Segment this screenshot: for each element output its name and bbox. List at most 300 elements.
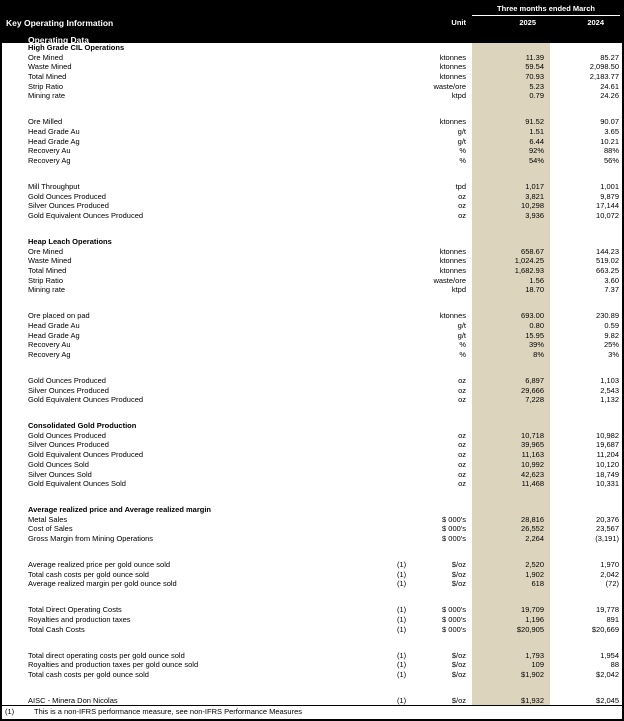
footnote-ref-cell bbox=[395, 395, 422, 405]
value-2025-cell: 10,718 bbox=[472, 431, 550, 441]
unit-cell bbox=[422, 589, 472, 605]
row-label: Gold Equivalent Ounces Produced bbox=[28, 211, 144, 220]
row-label: Gross Margin from Mining Operations bbox=[28, 534, 154, 544]
table-row bbox=[2, 615, 622, 625]
value-2025-cell bbox=[472, 634, 550, 650]
value-2024-cell bbox=[550, 166, 622, 182]
row-label: Total Direct Operating Costs bbox=[28, 605, 122, 615]
row-label: Mining rate bbox=[28, 91, 66, 101]
footnote-ref-cell bbox=[395, 101, 422, 117]
value-2025-cell bbox=[472, 505, 550, 515]
value-2025-cell: 11,163 bbox=[472, 450, 550, 460]
footnote-ref-cell: (1) bbox=[397, 624, 407, 634]
footnote-ref-cell bbox=[395, 321, 422, 331]
table-row bbox=[2, 386, 622, 396]
value-2025-cell: 8% bbox=[472, 350, 550, 360]
row-label: Total cash costs per gold ounce sold bbox=[28, 569, 149, 579]
value-2025-cell: 19,709 bbox=[472, 605, 550, 615]
column-header-row bbox=[2, 16, 622, 30]
row-label: Total Cash Costs bbox=[28, 624, 85, 634]
row-label: Silver Ounces Sold bbox=[28, 469, 92, 479]
table-row bbox=[2, 376, 622, 386]
value-2025-cell: 11.39 bbox=[472, 53, 550, 63]
value-2024-cell: 88 bbox=[610, 660, 619, 670]
footnote-ref-cell: (1) bbox=[397, 605, 407, 615]
row-label: Total cash costs per gold ounce sold bbox=[28, 669, 149, 679]
row-label: Gold Ounces Sold bbox=[28, 459, 89, 469]
row-label: Gold Equivalent Ounces Sold bbox=[28, 479, 126, 489]
spacer-row bbox=[2, 166, 622, 182]
value-2025-cell: 70.93 bbox=[472, 72, 550, 82]
value-2025-cell: 109 bbox=[472, 660, 550, 670]
value-2025-cell: 2,264 bbox=[472, 534, 550, 544]
value-2025-cell: 1,017 bbox=[472, 182, 550, 192]
unit-cell: % bbox=[459, 340, 466, 350]
value-2025-cell bbox=[472, 221, 550, 237]
value-2025-cell: 91.52 bbox=[472, 117, 550, 127]
unit-cell: $/oz bbox=[451, 569, 466, 579]
row-label: Strip Ratio bbox=[28, 81, 64, 91]
row-label: Cost of Sales bbox=[28, 524, 73, 534]
table-row bbox=[2, 321, 622, 331]
footnote-ref-cell bbox=[395, 266, 422, 276]
row-label bbox=[2, 680, 395, 696]
table-row bbox=[2, 440, 622, 450]
table-row bbox=[2, 192, 622, 202]
period-label: Three months ended March bbox=[472, 2, 620, 16]
table-row bbox=[2, 651, 622, 661]
value-2025-cell: $1,902 bbox=[472, 670, 550, 680]
footnote-ref-cell bbox=[395, 376, 422, 386]
value-2024-cell: $2,045 bbox=[596, 695, 619, 705]
unit-cell: $/oz bbox=[451, 660, 466, 670]
value-2025-cell: 1,902 bbox=[472, 570, 550, 580]
unit-cell bbox=[422, 421, 472, 431]
value-2024-cell: 85.27 bbox=[600, 52, 619, 62]
footnote-ref-cell: (1) bbox=[397, 660, 407, 670]
row-label: Average realized margin per gold ounce sold bbox=[28, 579, 177, 589]
value-2024-cell: 7.37 bbox=[604, 285, 619, 295]
footnote-ref-cell bbox=[395, 182, 422, 192]
unit-cell: ktonnes bbox=[439, 52, 466, 62]
table-row bbox=[2, 127, 622, 137]
value-2024-cell bbox=[550, 680, 622, 696]
footnote-ref-cell bbox=[395, 156, 422, 166]
value-2025-cell: 28,816 bbox=[472, 515, 550, 525]
value-2024-cell: 10,072 bbox=[596, 211, 619, 220]
value-2025-cell bbox=[472, 589, 550, 605]
value-2025-cell: 7,228 bbox=[472, 395, 550, 405]
row-label: Average realized price and Average realized margin bbox=[28, 505, 211, 515]
unit-cell: oz bbox=[458, 201, 466, 211]
value-2024-cell: 18,749 bbox=[596, 469, 619, 479]
footnote-ref-cell: (1) bbox=[397, 669, 407, 679]
value-2025-cell bbox=[472, 43, 550, 53]
unit-cell: ktonnes bbox=[439, 117, 466, 127]
value-2025-cell: 18.70 bbox=[472, 285, 550, 295]
table-row bbox=[2, 350, 622, 360]
row-label: Metal Sales bbox=[28, 514, 68, 524]
row-label: Silver Ounces Produced bbox=[28, 440, 109, 450]
unit-cell: $/oz bbox=[451, 579, 466, 589]
value-2024-cell: 3.60 bbox=[604, 275, 619, 285]
spacer-row bbox=[2, 295, 622, 311]
footnote-ref-cell bbox=[395, 247, 422, 257]
footnote-ref-cell bbox=[395, 544, 422, 560]
value-2024-cell: (72) bbox=[605, 579, 619, 589]
footnote-ref-cell bbox=[395, 331, 422, 341]
value-2025-cell: 10,298 bbox=[472, 201, 550, 211]
unit-column-header: Unit bbox=[451, 18, 466, 27]
unit-cell: ktonnes bbox=[439, 256, 466, 266]
footnote-ref-cell bbox=[395, 82, 422, 92]
unit-cell: $/oz bbox=[451, 650, 466, 660]
row-label: High Grade CIL Operations bbox=[28, 43, 125, 52]
table-body bbox=[2, 43, 622, 705]
footnote-ref-cell: (1) bbox=[397, 560, 407, 569]
unit-cell: g/t bbox=[457, 330, 466, 340]
unit-cell: oz bbox=[458, 191, 466, 201]
row-label: Gold Equivalent Ounces Produced bbox=[28, 395, 144, 405]
footnote-ref-cell bbox=[395, 201, 422, 211]
footnote-ref-cell bbox=[395, 431, 422, 441]
value-2024-cell: 1,132 bbox=[600, 395, 619, 405]
table-row bbox=[2, 211, 622, 221]
table-row bbox=[2, 156, 622, 166]
value-2025-cell: $1,932 bbox=[472, 696, 550, 706]
table-row bbox=[2, 515, 622, 525]
value-2025-cell: 5.23 bbox=[472, 82, 550, 92]
table-row bbox=[2, 256, 622, 266]
row-label: Silver Ounces Produced bbox=[28, 385, 109, 395]
unit-cell bbox=[422, 166, 472, 182]
footnote-ref-cell: (1) bbox=[397, 579, 407, 589]
value-2025-cell: 0.80 bbox=[472, 321, 550, 331]
value-2024-cell: 663.25 bbox=[596, 265, 619, 275]
unit-cell: % bbox=[459, 156, 466, 166]
unit-cell: oz bbox=[458, 211, 466, 220]
table-row bbox=[2, 395, 622, 405]
unit-cell: ktonnes bbox=[439, 265, 466, 275]
row-label: Recovery Ag bbox=[28, 349, 71, 359]
value-2025-cell bbox=[472, 101, 550, 117]
row-label: Gold Ounces Produced bbox=[28, 375, 106, 385]
value-2024-cell bbox=[550, 101, 622, 117]
value-2025-cell bbox=[472, 405, 550, 421]
footnote-ref-cell bbox=[395, 386, 422, 396]
footnote-ref-cell bbox=[395, 515, 422, 525]
row-label: Waste Mined bbox=[28, 62, 72, 72]
row-label: Total Mined bbox=[28, 72, 67, 82]
value-2025-cell: 29,666 bbox=[472, 386, 550, 396]
value-2024-cell: 19,778 bbox=[596, 605, 619, 615]
unit-cell: $/oz bbox=[451, 669, 466, 679]
value-2024-cell bbox=[550, 237, 622, 247]
unit-cell: oz bbox=[458, 459, 466, 469]
unit-cell: $ 000's bbox=[442, 624, 466, 634]
unit-cell: ktonnes bbox=[439, 62, 466, 72]
unit-cell: waste/ore bbox=[433, 275, 466, 285]
unit-cell: oz bbox=[458, 479, 466, 489]
row-label bbox=[2, 634, 395, 650]
unit-cell: ktonnes bbox=[439, 72, 466, 82]
value-2024-cell: 0.59 bbox=[604, 320, 619, 330]
value-2024-cell: 3% bbox=[608, 349, 619, 359]
row-label: Gold Equivalent Ounces Produced bbox=[28, 450, 144, 460]
row-label bbox=[2, 295, 395, 311]
footnote-ref-cell bbox=[395, 311, 422, 321]
row-label bbox=[2, 166, 395, 182]
unit-cell: % bbox=[459, 349, 466, 359]
footnote-ref-cell bbox=[395, 53, 422, 63]
unit-cell bbox=[422, 43, 472, 53]
table-row bbox=[2, 470, 622, 480]
footnote-text: This is a non-IFRS performance measure, see non-IFRS Performance Measures bbox=[34, 707, 303, 717]
unit-cell bbox=[422, 634, 472, 650]
value-2025-cell: 658.67 bbox=[472, 247, 550, 257]
unit-cell bbox=[422, 489, 472, 505]
unit-cell: oz bbox=[458, 430, 466, 440]
row-label bbox=[2, 544, 395, 560]
value-2024-cell: 56% bbox=[603, 156, 619, 166]
value-2024-cell bbox=[550, 421, 622, 431]
table-row bbox=[2, 285, 622, 295]
value-2025-cell: 3,821 bbox=[472, 192, 550, 202]
value-2024-cell: 9,879 bbox=[600, 191, 619, 201]
value-2024-cell: $20,669 bbox=[591, 624, 619, 634]
value-2024-cell bbox=[550, 221, 622, 237]
value-2024-cell: 20,376 bbox=[596, 514, 619, 524]
row-label: Ore Mined bbox=[28, 246, 64, 256]
unit-cell: $/oz bbox=[451, 695, 466, 705]
row-label: Total direct operating costs per gold ounce sold bbox=[28, 650, 185, 660]
unit-cell: oz bbox=[458, 395, 466, 405]
table-row bbox=[2, 137, 622, 147]
value-2025-cell: 1,196 bbox=[472, 615, 550, 625]
footnote-ref-cell bbox=[395, 340, 422, 350]
value-2024-cell bbox=[550, 505, 622, 515]
value-2025-cell: $20,905 bbox=[472, 625, 550, 635]
unit-cell bbox=[422, 360, 472, 376]
unit-cell: g/t bbox=[457, 136, 466, 146]
unit-cell bbox=[422, 295, 472, 311]
footnote-ref-cell bbox=[395, 450, 422, 460]
table-row bbox=[2, 311, 622, 321]
footnote-ref-cell bbox=[395, 166, 422, 182]
table-row bbox=[2, 117, 622, 127]
table-row bbox=[2, 524, 622, 534]
footnote-ref-cell bbox=[395, 285, 422, 295]
unit-cell bbox=[422, 101, 472, 117]
spacer-row bbox=[2, 489, 622, 505]
value-2025-cell: 0.79 bbox=[472, 91, 550, 101]
unit-cell: ktpd bbox=[451, 285, 466, 295]
row-label: Ore placed on pad bbox=[28, 311, 90, 321]
table-row bbox=[2, 570, 622, 580]
value-2024-cell: 1,103 bbox=[600, 375, 619, 385]
value-2025-cell: 11,468 bbox=[472, 479, 550, 489]
unit-cell: $ 000's bbox=[442, 514, 466, 524]
table-row bbox=[2, 625, 622, 635]
row-label bbox=[2, 360, 395, 376]
footnote-ref-cell bbox=[395, 117, 422, 127]
value-2025-cell: 26,552 bbox=[472, 524, 550, 534]
value-2024-cell: 519.02 bbox=[596, 256, 619, 266]
footnote-ref-cell bbox=[395, 211, 422, 221]
row-label bbox=[2, 101, 395, 117]
unit-cell: g/t bbox=[457, 320, 466, 330]
footnote-ref-cell bbox=[395, 62, 422, 72]
row-label: Total Mined bbox=[28, 265, 67, 275]
unit-cell: $ 000's bbox=[442, 605, 466, 615]
unit-cell: oz bbox=[458, 440, 466, 450]
footnote-ref-cell bbox=[395, 137, 422, 147]
unit-cell bbox=[422, 544, 472, 560]
spacer-row bbox=[2, 360, 622, 376]
footnote-ref-cell bbox=[395, 460, 422, 470]
value-2025-cell: 15.95 bbox=[472, 331, 550, 341]
row-label bbox=[2, 221, 395, 237]
value-2024-cell: 2,042 bbox=[600, 569, 619, 579]
unit-cell: ktpd bbox=[451, 91, 466, 101]
value-2024-cell: 1,954 bbox=[600, 650, 619, 660]
footnote-ref-cell bbox=[395, 589, 422, 605]
value-2025-cell: 1,682.93 bbox=[472, 266, 550, 276]
value-2025-cell bbox=[472, 360, 550, 376]
footnote-ref-cell bbox=[395, 470, 422, 480]
unit-cell: oz bbox=[458, 450, 466, 460]
table-row bbox=[2, 331, 622, 341]
value-2025-cell: 59.54 bbox=[472, 62, 550, 72]
unit-cell: waste/ore bbox=[433, 81, 466, 91]
value-2024-cell: 90.07 bbox=[600, 117, 619, 127]
table-row bbox=[2, 201, 622, 211]
table-row bbox=[2, 266, 622, 276]
value-2025-cell: 618 bbox=[472, 579, 550, 589]
value-2025-cell: 39% bbox=[472, 340, 550, 350]
value-2025-cell: 6,897 bbox=[472, 376, 550, 386]
value-2024-cell: 24.26 bbox=[600, 91, 619, 101]
subtitle-row bbox=[2, 30, 622, 43]
row-label: Gold Ounces Produced bbox=[28, 430, 106, 440]
value-2024-cell bbox=[550, 43, 622, 53]
value-2024-cell bbox=[550, 405, 622, 421]
table-row bbox=[2, 579, 622, 589]
value-2024-cell: 144.23 bbox=[596, 246, 619, 256]
section-header-row bbox=[2, 421, 622, 431]
value-2025-cell: 1.56 bbox=[472, 276, 550, 286]
footnote-ref-cell: (1) bbox=[397, 650, 407, 660]
value-2024-cell bbox=[550, 489, 622, 505]
row-label: Ore Mined bbox=[28, 52, 64, 62]
table-row bbox=[2, 660, 622, 670]
footnote-ref-cell bbox=[395, 43, 422, 53]
footnote-ref-cell bbox=[395, 634, 422, 650]
footnote-ref-cell bbox=[395, 405, 422, 421]
value-2025-cell: 92% bbox=[472, 146, 550, 156]
value-2024-cell: 230.89 bbox=[596, 311, 619, 321]
footnote-ref: (1) bbox=[5, 707, 15, 717]
table-row bbox=[2, 431, 622, 441]
value-2025-cell: 1,793 bbox=[472, 651, 550, 661]
footnote-ref-cell bbox=[395, 221, 422, 237]
row-label bbox=[2, 405, 395, 421]
value-2025-cell bbox=[472, 421, 550, 431]
footnote-ref-cell bbox=[395, 276, 422, 286]
value-2025-cell: 693.00 bbox=[472, 311, 550, 321]
footnote-ref-cell bbox=[395, 146, 422, 156]
footnote-ref-cell bbox=[395, 237, 422, 247]
unit-cell: $ 000's bbox=[442, 614, 466, 624]
footnote-ref-cell bbox=[395, 127, 422, 137]
row-label: Ore Milled bbox=[28, 117, 63, 127]
footnote-ref-cell bbox=[395, 440, 422, 450]
table-row bbox=[2, 146, 622, 156]
footnote-ref-cell bbox=[395, 295, 422, 311]
row-label: Recovery Au bbox=[28, 340, 71, 350]
table-row bbox=[2, 182, 622, 192]
value-2025-cell: 1.51 bbox=[472, 127, 550, 137]
value-2025-cell bbox=[472, 295, 550, 311]
unit-cell: oz bbox=[458, 375, 466, 385]
value-2024-cell: 23,567 bbox=[596, 524, 619, 534]
value-2024-cell: 2,098.50 bbox=[589, 62, 619, 72]
page-title: Key Operating Information bbox=[6, 18, 114, 28]
value-2025-cell bbox=[472, 237, 550, 247]
table-row bbox=[2, 91, 622, 101]
footnote-ref-cell bbox=[395, 534, 422, 544]
row-label: Royalties and production taxes per gold ounce sold bbox=[28, 660, 199, 670]
value-2024-cell: 1,970 bbox=[600, 560, 619, 569]
spacer-row bbox=[2, 221, 622, 237]
table-row bbox=[2, 62, 622, 72]
row-label: Gold Ounces Produced bbox=[28, 191, 106, 201]
row-label: Recovery Au bbox=[28, 146, 71, 156]
value-2024-cell: 19,687 bbox=[596, 440, 619, 450]
value-2025-cell bbox=[472, 166, 550, 182]
value-2025-cell: 2,520 bbox=[472, 560, 550, 570]
year-2025-column-header: 2025 bbox=[519, 18, 536, 27]
footnote-ref-cell bbox=[395, 91, 422, 101]
value-2025-cell: 54% bbox=[472, 156, 550, 166]
value-2024-cell: 3.65 bbox=[604, 127, 619, 136]
footnote-ref-cell bbox=[395, 680, 422, 696]
value-2024-cell bbox=[550, 295, 622, 311]
unit-cell: $ 000's bbox=[442, 524, 466, 534]
value-2025-cell: 10,992 bbox=[472, 460, 550, 470]
value-2024-cell bbox=[550, 360, 622, 376]
unit-cell: % bbox=[459, 146, 466, 156]
table-row bbox=[2, 605, 622, 615]
period-header-row bbox=[2, 2, 622, 16]
spacer-row bbox=[2, 544, 622, 560]
row-label: Consolidated Gold Production bbox=[28, 421, 137, 431]
value-2024-cell: 25% bbox=[603, 340, 619, 350]
row-label bbox=[2, 489, 395, 505]
table-row bbox=[2, 560, 622, 570]
row-label: Mining rate bbox=[28, 285, 66, 295]
row-label: Head Grade Ag bbox=[28, 136, 80, 146]
value-2024-cell: 24.61 bbox=[600, 81, 619, 91]
row-label: Heap Leach Operations bbox=[28, 236, 112, 246]
footnote-ref-cell bbox=[395, 192, 422, 202]
row-label: Head Grade Au bbox=[28, 320, 80, 330]
table-row bbox=[2, 534, 622, 544]
unit-cell bbox=[422, 505, 472, 515]
row-label: Royalties and production taxes bbox=[28, 614, 131, 624]
table-row bbox=[2, 276, 622, 286]
table-row bbox=[2, 670, 622, 680]
